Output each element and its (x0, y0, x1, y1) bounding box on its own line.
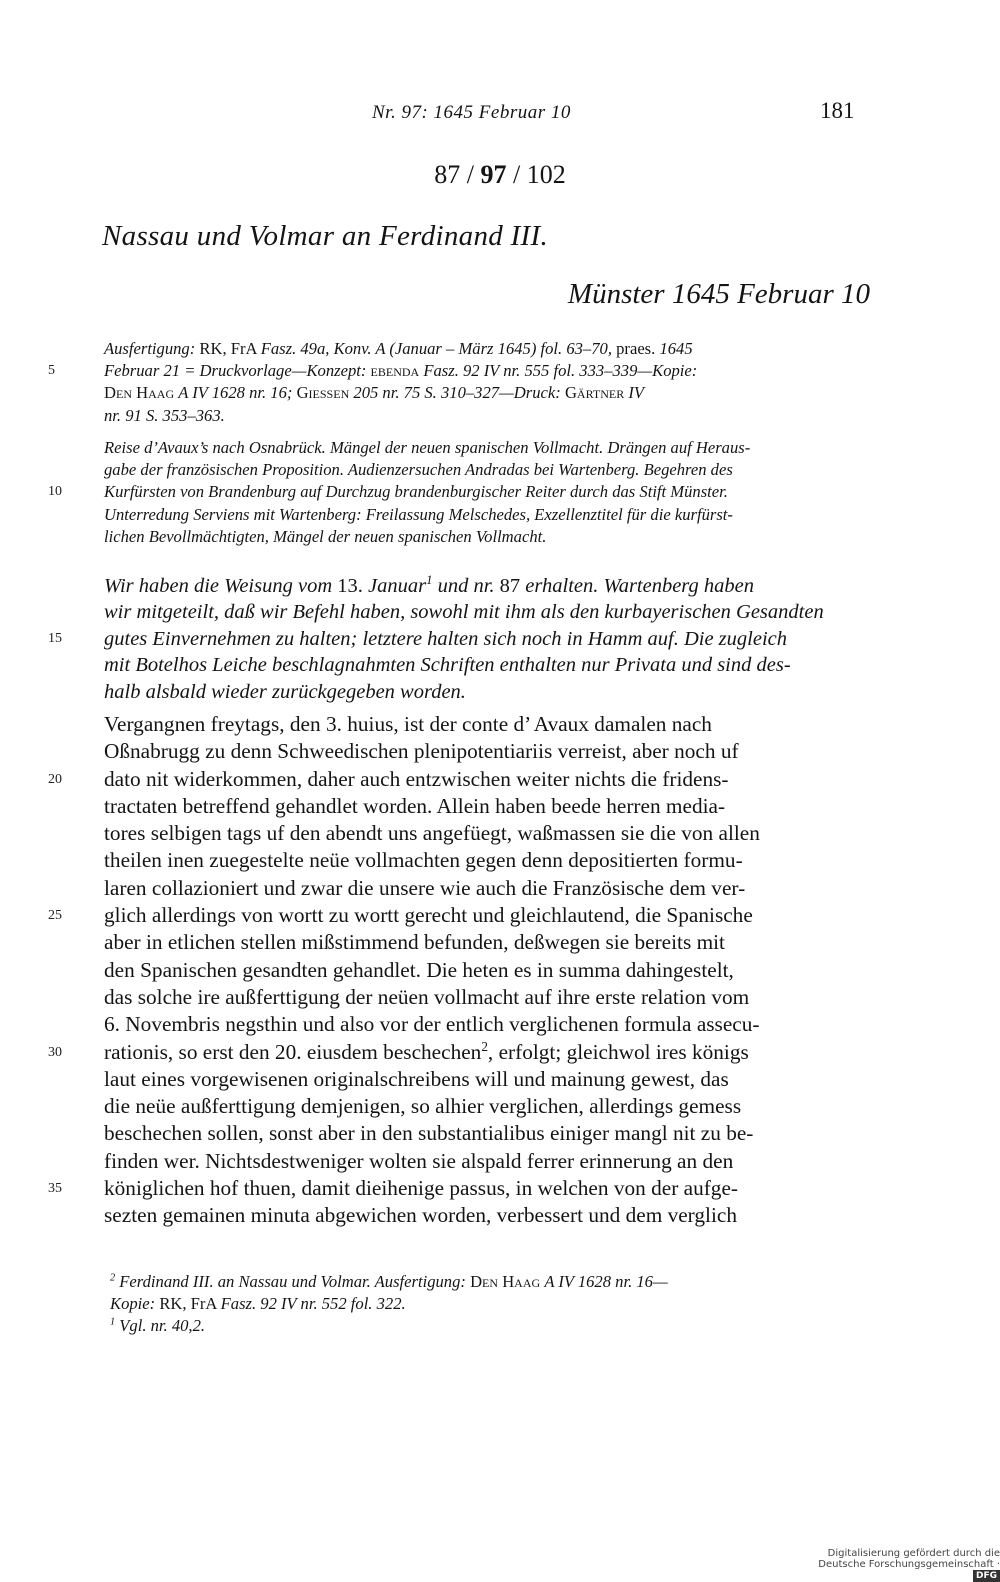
text-segment: sezten gemainen minuta abgewichen worden, verbessert und dem verglich (104, 1203, 737, 1228)
main-text-line (104, 875, 870, 902)
regest-line (104, 526, 870, 548)
archival-line (48, 360, 870, 382)
text-segment: Fasz. 92 IV nr. 555 fol. 333–339—Kopie: (423, 361, 698, 381)
line-number: 15 (48, 630, 62, 646)
footnotes (104, 1271, 870, 1338)
archival-line (104, 382, 870, 404)
main-text-line (48, 1038, 870, 1066)
text-segment: lichen Bevollmächtigten, Mängel der neuen spanischen Vollmacht. (104, 526, 547, 546)
text-segment: beschechen sollen, sonst aber in den substantialibus einiger mangl nit zu be- (104, 1121, 754, 1146)
text-segment: Fasz. 49a, Konv. A (Januar – März 1645) fol. 63–70, (260, 339, 617, 358)
text-segment: 205 nr. 75 S. 310–327—Druck: (353, 383, 565, 403)
main-text-line (48, 902, 870, 929)
text-segment: IV (628, 383, 645, 403)
text-segment: gabe der französischen Proposition. Audienzersuchen Andradas bei Wartenberg. Begehren des (104, 460, 733, 480)
place-date: Münster 1645 Februar 10 (567, 278, 870, 310)
footnote-line (104, 1293, 870, 1315)
page-number: 181 (820, 98, 855, 123)
regest-line (104, 437, 870, 459)
main-text-line (104, 1093, 870, 1120)
digitization-note: Digitalisierung gefördert durch die Deutsche Forschungsgemeinschaft · (818, 1548, 1000, 1570)
running-head (0, 98, 1000, 132)
text-segment: Oßnabrugg zu denn Schweedischen plenipotentiariis verreist, aber noch uf (104, 739, 739, 764)
main-text-line (104, 929, 870, 956)
main-text-line (104, 1120, 870, 1147)
main-text-line (104, 957, 870, 984)
text-segment: praes. (616, 339, 660, 358)
text-segment: königlichen hof thuen, damit dieihenige passus, in welchen von der aufge- (104, 1176, 738, 1201)
main-text-line (104, 711, 870, 738)
main-text-line (48, 1175, 870, 1202)
main-text-line (104, 793, 870, 820)
main-text-line (104, 984, 870, 1011)
regest-line (104, 459, 870, 481)
regest (48, 437, 870, 548)
number-separator: / (513, 160, 521, 189)
text-segment: A IV 1628 nr. 16; (178, 383, 297, 403)
main-text-line (104, 1066, 870, 1093)
text-segment: theilen inen zuegestelte neüe vollmachten gegen denn depositierten formu- (104, 848, 743, 873)
summary-line (104, 679, 870, 705)
text-segment: halb alsbald wieder zurückgegeben worden. (104, 680, 466, 703)
running-title: Nr. 97: 1645 Februar 10 (372, 102, 571, 123)
footnote-line (104, 1271, 870, 1293)
text-segment: tores selbigen tags uf den abendt uns angefüegt, waßmassen sie die von allen (104, 821, 760, 846)
text-segment: ebenda (370, 361, 424, 381)
text-segment: Giessen (296, 383, 354, 403)
summary-line (104, 599, 870, 625)
main-text-line (104, 847, 870, 874)
text-segment: und nr. (432, 575, 500, 597)
text-segment: 87 (499, 575, 521, 597)
text-segment: Ausfertigung: (104, 339, 200, 358)
archival-line (104, 405, 870, 427)
text-segment: gutes Einvernehmen zu halten; letztere halten sich noch in Hamm auf. Die zugleich (104, 627, 787, 650)
text-segment: Januar (368, 575, 427, 597)
main-text-line (104, 1148, 870, 1175)
text-segment: Reise d’Avaux’s nach Osnabrück. Mängel der neuen spanischen Vollmacht. Drängen auf Heraus- (104, 438, 751, 457)
document-title: Nassau und Volmar an Ferdinand III. (102, 220, 549, 252)
text-segment: 1645 (659, 339, 693, 358)
summary-line (48, 626, 870, 652)
text-segment: A IV 1628 nr. 16— (544, 1272, 668, 1291)
text-segment: Den Haag (470, 1272, 545, 1291)
line-number: 5 (48, 363, 55, 379)
text-segment: tractaten betreffend gehandlet worden. Allein haben beede herren media- (104, 793, 726, 818)
footnote-marker: 2 (110, 1272, 116, 1284)
footnote-marker: 2 (481, 1038, 488, 1054)
archival-line (104, 338, 870, 360)
text-segment: 13. (337, 575, 369, 597)
main-text-line (104, 820, 870, 847)
text-segment: Gärtner (564, 383, 629, 403)
text-segment: Kopie: (110, 1294, 160, 1314)
summary-line (104, 573, 870, 599)
text-segment: dato nit widerkommen, daher auch entzwischen weiter nichts die fridens- (104, 766, 729, 791)
line-number: 20 (48, 771, 62, 787)
main-text-line (104, 738, 870, 765)
text-segment: mit Botelhos Leiche beschlagnahmten Schriften enthalten nur Privata und sind des- (104, 654, 791, 677)
line-number: 30 (48, 1044, 62, 1060)
text-segment: laren collazioniert und zwar die unsere wie auch die Französische dem ver- (104, 875, 746, 900)
text-segment: aber in etlichen stellen mißstimmend befunden, deßwegen sie bereits mit (104, 930, 725, 955)
text-segment: , erfolgt; gleichwol ires königs (487, 1039, 749, 1064)
main-text-line (104, 1202, 870, 1229)
footnote-marker: 1 (426, 573, 433, 588)
main-text-line (104, 1011, 870, 1038)
german-summary (48, 573, 870, 705)
text-segment: Vgl. nr. 40,2. (115, 1316, 206, 1336)
text-segment: die neüe außferttigung demjenigen, so alhier verglichen, allerdings gemess (104, 1094, 742, 1119)
text-segment: Vergangnen freytags, den 3. huius, ist der conte d’ Avaux damalen nach (104, 712, 712, 736)
document-number (0, 160, 1000, 190)
text-segment: erhalten. Wartenberg haben (520, 575, 754, 597)
text-segment: 6. Novembris negsthin und also vor der entlich verglichenen formula assecu- (104, 1012, 760, 1037)
document-number-next: 102 (526, 160, 566, 189)
main-text-line (48, 766, 870, 793)
text-segment: Wir haben die Weisung vom (104, 575, 338, 597)
line-number: 35 (48, 1181, 62, 1197)
document-number-current: 97 (480, 160, 507, 189)
archival-note (48, 338, 870, 427)
main-text (48, 711, 870, 1230)
text-segment: Fasz. 92 IV nr. 552 fol. 322. (220, 1294, 406, 1314)
document-number-previous: 87 (434, 160, 461, 189)
text-segment: das solche ire außferttigung der neüen vollmacht auf ihre erste relation vom (104, 984, 750, 1009)
text-segment: finden wer. Nichtsdestweniger wolten sie alspald ferrer erinnerung an den (104, 1148, 734, 1173)
text-segment: laut eines vorgewisenen originalschreibens will und mainung gewest, das (104, 1066, 729, 1091)
text-segment: RK, FrA (159, 1294, 221, 1314)
footnote-marker: 1 (110, 1316, 116, 1328)
regest-line (104, 504, 870, 526)
regest-line (48, 481, 870, 503)
text-segment: Den Haag (104, 383, 179, 403)
text-segment: den Spanischen gesandten gehandlet. Die heten es in summa dahingestelt, (104, 957, 734, 982)
summary-line (104, 652, 870, 678)
text-segment: Ferdinand III. an Nassau und Volmar. Ausfertigung: (115, 1272, 471, 1291)
text-segment: glich allerdings von wortt zu wortt gerecht und gleichlautend, die Spanische (104, 903, 753, 928)
line-number: 10 (48, 484, 62, 500)
text-segment: RK, FrA (199, 339, 261, 358)
line-number: 25 (48, 908, 62, 924)
footnote-line (104, 1315, 870, 1337)
text-segment: Unterredung Serviens mit Wartenberg: Freilassung Melschedes, Exzellenztitel für die kurfürst- (104, 504, 733, 524)
text-segment: nr. 91 S. 353–363. (104, 405, 225, 425)
text-segment: wir mitgeteilt, daß wir Befehl haben, sowohl mit ihm als den kurbayerischen Gesandten (104, 601, 824, 624)
number-separator: / (466, 160, 474, 189)
text-segment: Kurfürsten von Brandenburg auf Durchzug brandenburgischer Reiter durch das Stift Münster. (104, 482, 728, 502)
text-segment: Februar 21 = Druckvorlage—Konzept: (104, 361, 371, 381)
dfg-logo-icon: DFG (973, 1570, 1000, 1582)
digitization-footer (790, 1548, 1000, 1581)
text-segment: rationis, so erst den 20. eiusdem beschechen (104, 1039, 482, 1064)
